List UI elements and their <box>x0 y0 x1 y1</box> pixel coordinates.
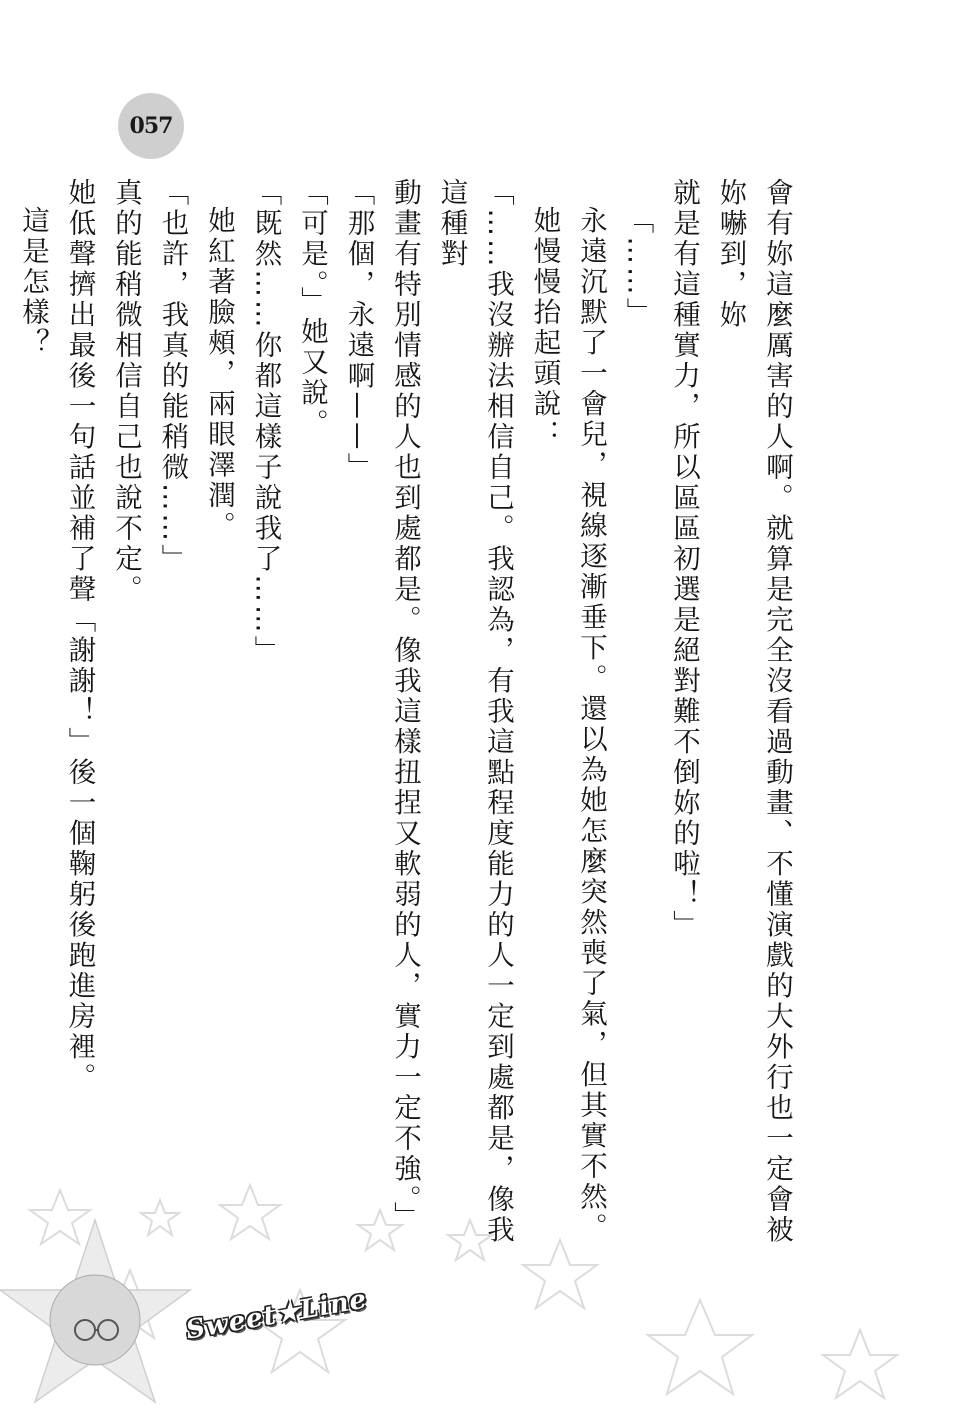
text-line: 「既然……你都這樣子說我了……」 <box>249 178 282 666</box>
text-line: 她紅著臉頰，兩眼澤潤。 <box>203 206 235 542</box>
text-line: 永遠沉默了一會兒，視線逐漸垂下。還以為她怎麼突然喪了氣，但其實不然。 <box>575 206 607 1243</box>
text-line: 她慢慢抬起頭說： <box>528 206 561 450</box>
text-line: 會有妳這麼厲害的人啊。就算是完全沒看過動畫、不懂演戲的大外行也一定會被妳嚇到，妳 <box>714 178 793 1246</box>
text-line: 就是有這種實力，所以區區初選是絕對難不倒妳的啦！」 <box>668 178 700 941</box>
text-line: 「也許，我真的能稍微……」 <box>156 178 189 575</box>
body-text <box>17 178 800 1268</box>
text-line: 「可是。」她又說。 <box>296 178 328 439</box>
text-line: 「……」 <box>621 206 654 328</box>
text-line: 「那個，永遠啊——」 <box>342 178 375 483</box>
text-line: 她低聲擠出最後一句話並補了聲「謝謝！」後一個鞠躬後跑進房裡。 <box>63 178 96 1093</box>
text-line: 動畫有特別情感的人也到處都是。像我這樣扭捏又軟弱的人，實力一定不強。」 <box>389 178 421 1232</box>
sweet-line-logo: Sweet★Line <box>183 1284 370 1346</box>
page-number: 057 <box>118 93 184 159</box>
text-line: 真的能稍微相信自己也說不定。 <box>110 178 142 605</box>
text-line: 這是怎樣？ <box>17 206 49 359</box>
text-line: 「……我沒辦法相信自己。我認為，有我這點程度能力的人一定到處都是，像我這種對 <box>435 178 514 1246</box>
star-decoration <box>0 1180 960 1409</box>
